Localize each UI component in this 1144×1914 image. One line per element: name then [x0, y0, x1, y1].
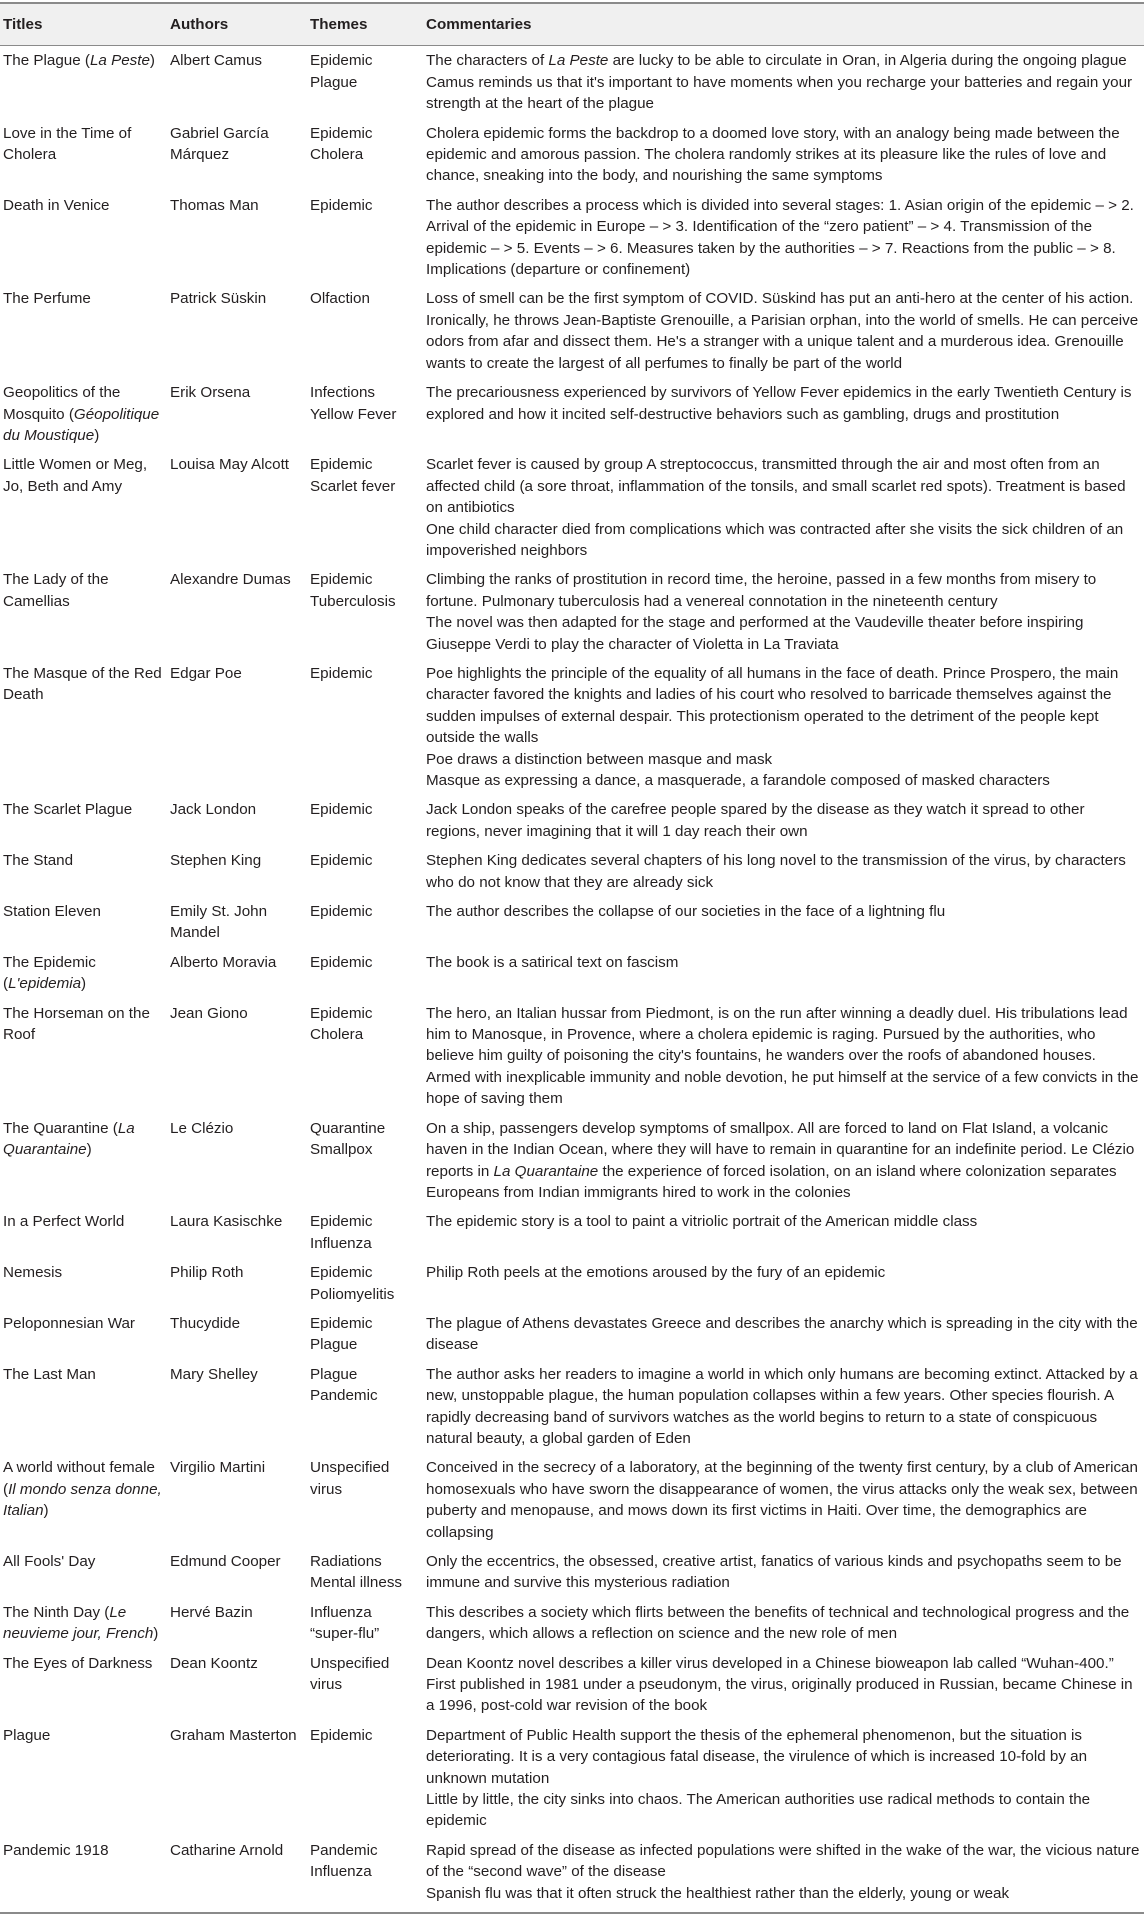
theme-item: Epidemic — [310, 903, 373, 921]
theme-item: Epidemic — [310, 1726, 373, 1744]
theme-item: Epidemic — [310, 456, 373, 474]
text-run: The Quarantine ( — [3, 1119, 118, 1137]
cell-themes — [307, 46, 423, 119]
theme-item: Smallpox — [310, 1141, 373, 1159]
cell-commentary — [423, 378, 1144, 450]
theme-item: Epidemic — [310, 664, 373, 682]
cell-commentary — [423, 1453, 1144, 1547]
text-run: The Horseman on the Roof — [3, 1004, 150, 1044]
cell-themes — [307, 948, 423, 999]
cell-author: Louisa May Alcott — [170, 456, 290, 474]
theme-item: virus — [310, 1480, 343, 1498]
italic-text: L'epidemia — [8, 975, 82, 993]
theme-item: Radiations — [310, 1553, 382, 1570]
literature-table — [0, 2, 1144, 1914]
cell-author: Graham Masterton — [170, 1726, 297, 1744]
cell-author: Erik Orsena — [170, 384, 251, 402]
theme-item: Infections — [310, 384, 376, 402]
cell-title — [0, 948, 167, 999]
theme-item: Influenza — [310, 1234, 372, 1252]
cell-themes — [307, 1114, 423, 1208]
cell-title — [0, 659, 167, 795]
cell-author: Laura Kasischke — [170, 1213, 283, 1231]
text-run: Only the eccentrics, the obsessed, creative artist, fanatics of various kinds and psychopaths seem to be immune and survive this mysterious radiation — [426, 1553, 1122, 1592]
table-row — [0, 948, 1144, 999]
cell-themes — [307, 565, 423, 659]
text-run: The Masque of the Red Death — [3, 664, 162, 704]
text-run: The characters of — [426, 52, 549, 70]
header-titles: Titles — [0, 3, 167, 46]
cell-themes — [307, 846, 423, 897]
commentary-paragraph — [426, 1211, 1140, 1232]
commentary-paragraph — [426, 123, 1140, 187]
text-run: Nemesis — [3, 1264, 63, 1282]
theme-item: Olfaction — [310, 290, 370, 308]
italic-text: Géopolitique du Moustique — [3, 405, 160, 444]
cell-title — [0, 565, 167, 659]
table-row — [0, 1207, 1144, 1258]
header-row — [0, 3, 1144, 46]
theme-item: Cholera — [310, 146, 364, 164]
text-run: Jack London speaks of the carefree people spared by the disease as they watch it spread to other regions, never imagining that it will 1 day reach their own — [426, 801, 1085, 840]
cell-themes — [307, 1258, 423, 1309]
theme-item: Epidemic — [310, 801, 373, 819]
table-body — [0, 46, 1144, 1913]
italic-text: La Quarantaine — [493, 1162, 599, 1180]
cell-title — [0, 999, 167, 1114]
table-header — [0, 3, 1144, 46]
italic-text: La Quarantaine — [3, 1119, 135, 1159]
commentary-paragraph — [426, 952, 1140, 973]
commentary-paragraph — [426, 1262, 1140, 1283]
commentary-paragraph — [426, 1364, 1140, 1450]
commentary-paragraph — [426, 799, 1140, 842]
commentary-paragraph — [426, 382, 1140, 425]
cell-author: Hervé Bazin — [170, 1603, 253, 1621]
cell-title — [0, 1309, 167, 1360]
text-run: The author describes the collapse of our societies in the face of a lightning flu — [426, 903, 946, 921]
theme-item: Pandemic — [310, 1841, 378, 1859]
table-row — [0, 191, 1144, 285]
cell-commentary — [423, 450, 1144, 565]
table-row — [0, 1721, 1144, 1836]
commentary-paragraph — [426, 749, 1140, 770]
theme-item: Cholera — [310, 1026, 364, 1044]
cell-commentary — [423, 284, 1144, 378]
theme-item: “super-flu” — [310, 1625, 380, 1643]
table-row — [0, 795, 1144, 846]
commentary-paragraph — [426, 454, 1140, 518]
cell-author: Thucydide — [170, 1314, 241, 1332]
cell-commentary — [423, 897, 1144, 948]
text-run: Dean Koontz novel describes a killer virus developed in a Chinese bioweapon lab called “Wuhan-400.” First published in 1981 under a pseudonym, the virus, originally produced in Russian, became Chinese in a 1996, post-cold war revision of the book — [426, 1654, 1133, 1715]
table-row — [0, 1360, 1144, 1454]
cell-themes — [307, 1309, 423, 1360]
theme-item: Mental illness — [310, 1574, 403, 1592]
commentary-paragraph — [426, 850, 1140, 893]
commentary-paragraph — [426, 1883, 1140, 1904]
text-run: The plague of Athens devastates Greece and describes the anarchy which is spreading in the city with the disease — [426, 1314, 1138, 1354]
cell-themes — [307, 1453, 423, 1547]
table-row — [0, 999, 1144, 1114]
text-run: The Eyes of Darkness — [3, 1654, 153, 1672]
text-run: ) — [43, 1502, 49, 1520]
commentary-paragraph — [426, 1313, 1140, 1356]
text-run: Cholera epidemic forms the backdrop to a doomed love story, with an analogy being made between the epidemic and amorous passion. The cholera randomly strikes at its pleasure like the rules of love and chance, sneaking into the body, and nourishing the same symptoms — [426, 124, 1120, 185]
cell-title — [0, 1721, 167, 1836]
commentary-paragraph — [426, 663, 1140, 749]
cell-commentary — [423, 1649, 1144, 1721]
table-row — [0, 846, 1144, 897]
cell-title — [0, 1258, 167, 1309]
cell-title — [0, 1114, 167, 1208]
cell-themes — [307, 450, 423, 565]
theme-item: Influenza — [310, 1863, 372, 1881]
cell-commentary — [423, 1836, 1144, 1913]
header-commentaries: Commentaries — [423, 3, 1144, 46]
commentary-paragraph — [426, 1725, 1140, 1789]
text-run: The Scarlet Plague — [3, 801, 133, 819]
cell-themes — [307, 191, 423, 285]
cell-title — [0, 46, 167, 119]
theme-item: Epidemic — [310, 953, 373, 971]
text-run: The epidemic story is a tool to paint a vitriolic portrait of the American middle class — [426, 1213, 978, 1231]
cell-title — [0, 1598, 167, 1649]
text-run: The Ninth Day ( — [3, 1603, 110, 1621]
theme-item: Epidemic — [310, 52, 373, 70]
header-themes: Themes — [307, 3, 423, 46]
text-run: The novel was then adapted for the stage and performed at the Vaudeville theater before inspiring Giuseppe Verdi to play the character of Violetta in La Traviata — [426, 614, 1084, 653]
cell-author: Dean Koontz — [170, 1654, 258, 1672]
cell-title — [0, 1836, 167, 1913]
table-row — [0, 1309, 1144, 1360]
theme-item: Epidemic — [310, 1314, 373, 1332]
text-run: Stephen King dedicates several chapters of his long novel to the transmission of the virus, by characters who do not know that they are already sick — [426, 852, 1126, 891]
theme-item: Plague — [310, 1365, 358, 1383]
table-row — [0, 450, 1144, 565]
text-run: Death in Venice — [3, 196, 110, 214]
commentary-paragraph — [426, 1653, 1140, 1717]
text-run: are lucky to be able to circulate in Oran, in Algeria during the ongoing plague Camus reminds us that it's important to have moments when you recharge your batteries and regain your strength at the heart of the plague — [426, 52, 1133, 113]
cell-title — [0, 1453, 167, 1547]
cell-commentary — [423, 795, 1144, 846]
commentary-paragraph — [426, 288, 1140, 374]
cell-commentary — [423, 659, 1144, 795]
cell-commentary — [423, 1309, 1144, 1360]
text-run: ) — [153, 1625, 159, 1643]
commentary-paragraph — [426, 901, 1140, 922]
text-run: Masque as expressing a dance, a masquerade, a farandole composed of masked characters — [426, 772, 1050, 789]
cell-title — [0, 1547, 167, 1598]
text-run: The Epidemic ( — [3, 953, 96, 993]
text-run: In a Perfect World — [3, 1213, 125, 1231]
text-run: The Perfume — [3, 290, 91, 308]
cell-author: Stephen King — [170, 852, 262, 870]
text-run: ) — [81, 975, 87, 993]
cell-title — [0, 897, 167, 948]
text-run: The Lady of the Camellias — [3, 571, 109, 610]
cell-commentary — [423, 1114, 1144, 1208]
cell-author: Virgilio Martini — [170, 1459, 266, 1477]
text-run: The hero, an Italian hussar from Piedmont, is on the run after winning a deadly duel. His tribulations lead him to Manosque, in Provence, where a cholera epidemic is raging. Pursued by the authorities, who believe him guilty of poisoning the city's fountains, he wanders over the roofs of abandoned houses. Armed with inexplicable immunity and noble devotion, he put himself at the service of a few convicts in the hope of saving them — [426, 1004, 1139, 1108]
cell-commentary — [423, 191, 1144, 285]
text-run: One child character died from complications which was contracted after she visits the sick children of an impoverished neighbors — [426, 520, 1124, 559]
cell-commentary — [423, 1547, 1144, 1598]
text-run: Plague — [3, 1726, 51, 1744]
theme-item: Unspecified — [310, 1459, 390, 1477]
cell-themes — [307, 1207, 423, 1258]
italic-text: La Peste — [548, 52, 609, 70]
table-row — [0, 284, 1144, 378]
cell-title — [0, 119, 167, 191]
table-row — [0, 1598, 1144, 1649]
theme-item: virus — [310, 1676, 343, 1694]
cell-title — [0, 191, 167, 285]
table-row — [0, 897, 1144, 948]
cell-title — [0, 1360, 167, 1454]
text-run: The precariousness experienced by survivors of Yellow Fever epidemics in the early Twentieth Century is explored and how it incited self-destructive behaviors such as gambling, drugs and prostitution — [426, 384, 1132, 423]
cell-themes — [307, 1360, 423, 1454]
cell-author: Jack London — [170, 801, 257, 819]
commentary-paragraph — [426, 195, 1140, 281]
cell-themes — [307, 999, 423, 1114]
theme-item: Pandemic — [310, 1387, 378, 1405]
theme-item: Epidemic — [310, 196, 373, 214]
cell-author: Philip Roth — [170, 1264, 244, 1282]
commentary-paragraph — [426, 1602, 1140, 1645]
cell-title — [0, 378, 167, 450]
cell-themes — [307, 1836, 423, 1913]
cell-themes — [307, 1721, 423, 1836]
text-run: Little Women or Meg, Jo, Beth and Amy — [3, 456, 148, 495]
cell-commentary — [423, 565, 1144, 659]
table-row — [0, 659, 1144, 795]
cell-commentary — [423, 846, 1144, 897]
italic-text: Il mondo senza donne, Italian — [3, 1480, 162, 1520]
table-row — [0, 1649, 1144, 1721]
cell-title — [0, 846, 167, 897]
text-run: Peloponnesian War — [3, 1314, 135, 1332]
cell-title — [0, 450, 167, 565]
cell-author: Patrick Süskin — [170, 290, 267, 308]
cell-author: Emily St. John Mandel — [170, 903, 268, 942]
cell-themes — [307, 795, 423, 846]
theme-item: Plague — [310, 1336, 358, 1354]
table-row — [0, 46, 1144, 119]
commentary-paragraph — [426, 1118, 1140, 1204]
italic-text: Le neuvieme jour, French — [3, 1603, 154, 1643]
theme-item: Epidemic — [310, 1264, 373, 1282]
cell-themes — [307, 1649, 423, 1721]
cell-author: Alberto Moravia — [170, 953, 277, 971]
commentary-paragraph — [426, 612, 1140, 655]
text-run: ) — [94, 426, 100, 444]
table-row — [0, 378, 1144, 450]
commentary-paragraph — [426, 1003, 1140, 1110]
cell-title — [0, 795, 167, 846]
cell-commentary — [423, 119, 1144, 191]
theme-item: Epidemic — [310, 1213, 373, 1231]
text-run: All Fools' Day — [3, 1553, 96, 1570]
italic-text: La Peste — [89, 52, 150, 70]
theme-item: Plague — [310, 73, 358, 91]
cell-commentary — [423, 948, 1144, 999]
text-run: The Stand — [3, 852, 74, 870]
commentary-paragraph — [426, 1840, 1140, 1883]
theme-item: Tuberculosis — [310, 592, 396, 610]
cell-title — [0, 1207, 167, 1258]
theme-item: Epidemic — [310, 571, 373, 589]
text-run: Pandemic 1918 — [3, 1841, 109, 1859]
text-run: Little by little, the city sinks into chaos. The American authorities use radical methods to contain the epidemic — [426, 1791, 1091, 1830]
cell-commentary — [423, 46, 1144, 119]
text-run: The Last Man — [3, 1365, 96, 1383]
theme-item: Scarlet fever — [310, 477, 396, 495]
text-run: the experience of forced isolation, on an island where colonization separates Europeans from Indian immigrants hired to work in the colonies — [426, 1162, 1117, 1201]
table-row — [0, 1114, 1144, 1208]
commentary-paragraph — [426, 569, 1140, 612]
cell-title — [0, 1649, 167, 1721]
cell-author: Edmund Cooper — [170, 1553, 281, 1570]
text-run: The Plague ( — [3, 52, 90, 70]
header-authors: Authors — [167, 3, 307, 46]
cell-author: Alexandre Dumas — [170, 571, 291, 589]
text-run: Poe draws a distinction between masque and mask — [426, 750, 773, 768]
text-run: Spanish flu was that it often struck the healthiest rather than the elderly, young or weak — [426, 1884, 1010, 1902]
cell-commentary — [423, 1360, 1144, 1454]
theme-item: Influenza — [310, 1603, 372, 1621]
cell-commentary — [423, 1207, 1144, 1258]
theme-item: Yellow Fever — [310, 405, 397, 423]
theme-item: Epidemic — [310, 124, 373, 142]
cell-author: Edgar Poe — [170, 664, 242, 682]
text-run: A world without female ( — [3, 1459, 155, 1498]
cell-themes — [307, 119, 423, 191]
cell-author: Gabriel García Márquez — [170, 124, 269, 164]
commentary-paragraph — [426, 1457, 1140, 1543]
cell-author: Jean Giono — [170, 1004, 248, 1022]
table-row — [0, 119, 1144, 191]
theme-item: Poliomyelitis — [310, 1285, 395, 1303]
commentary-paragraph — [426, 770, 1140, 791]
cell-author: Albert Camus — [170, 52, 263, 70]
cell-themes — [307, 659, 423, 795]
table-row — [0, 1547, 1144, 1598]
cell-themes — [307, 1598, 423, 1649]
table-row — [0, 1836, 1144, 1913]
cell-themes — [307, 284, 423, 378]
text-run: Climbing the ranks of prostitution in record time, the heroine, passed in a few months from misery to fortune. Pulmonary tuberculosis had a venereal connotation in the nineteenth century — [426, 571, 1097, 610]
text-run: Philip Roth peels at the emotions aroused by the fury of an epidemic — [426, 1264, 886, 1282]
text-run: Loss of smell can be the first symptom of COVID. Süskind has put an anti-hero at the center of his action. Ironically, he throws Jean-Baptiste Grenouille, a Parisian orphan, into the world of smells. He can perceive odors from afar and dissect them. He's a stranger with a unique talent and a murderous idea. Grenouille wants to create the largest of all perfumes to finally be part of the world — [426, 290, 1139, 372]
cell-author: Catharine Arnold — [167, 1836, 307, 1913]
text-run: Department of Public Health support the thesis of the ephemeral phenomenon, but the situation is deteriorating. It is a very contagious fatal disease, the virulence of which is increased 10-fold by an unknown mutation — [426, 1726, 1088, 1787]
text-run: On a ship, passengers develop symptoms of smallpox. All are forced to land on Flat Island, a volcanic haven in the Indian Ocean, where they will have to remain in quarantine for an indefinite period. Le Clézio reports in — [426, 1119, 1135, 1180]
text-run: The book is a satirical text on fascism — [426, 953, 679, 971]
cell-themes — [307, 897, 423, 948]
text-run: This describes a society which flirts between the benefits of technical and technological progress and the dangers, which allows a reflection on science and the new role of men — [426, 1603, 1130, 1643]
cell-themes — [307, 1547, 423, 1598]
text-run: Scarlet fever is caused by group A streptococcus, transmitted through the air and most often from an affected child (a sore throat, inflammation of the tonsils, and small scarlet red spots). Treatment is based on antibiotics — [426, 456, 1126, 517]
text-run: Poe highlights the principle of the equality of all humans in the face of death. Prince Prospero, the main character favored the knights and ladies of his court who resolved to barricade themselves against the sudden impulses of external despair. This protectionism operated to the detriment of the people kept outside the walls — [426, 664, 1119, 747]
text-run: ) — [86, 1141, 92, 1159]
cell-commentary — [423, 1721, 1144, 1836]
text-run: Conceived in the secrecy of a laboratory, at the beginning of the twenty first century, by a club of American homosexuals who have sworn the disappearance of women, the virus attacks only the weak sex, between puberty and menopause, and mows down its first victims in Haiti. Over time, the demographics are collapsing — [426, 1459, 1138, 1541]
cell-author: Thomas Man — [170, 196, 259, 214]
table-row — [0, 1453, 1144, 1547]
theme-item: Unspecified — [310, 1654, 390, 1672]
theme-item: Quarantine — [310, 1119, 386, 1137]
table-row — [0, 565, 1144, 659]
text-run: Love in the Time of Cholera — [3, 124, 132, 164]
cell-title — [0, 284, 167, 378]
cell-themes — [307, 378, 423, 450]
commentary-paragraph — [426, 1551, 1140, 1594]
text-run: Station Eleven — [3, 903, 101, 921]
table-row — [0, 1258, 1144, 1309]
cell-commentary — [423, 1258, 1144, 1309]
cell-commentary — [423, 999, 1144, 1114]
cell-author: Le Clézio — [170, 1119, 234, 1137]
cell-commentary — [423, 1598, 1144, 1649]
text-run: The author describes a process which is divided into several stages: 1. Asian origin of the epidemic – > 2. Arrival of the epidemic in Europe – > 3. Identification of the “zero patient” – > 4. Transmission of the epidemic – > 5. Events – > 6. Measures taken by the authorities – > 7. Reactions from the public – > 8. Implications (departure or confinement) — [426, 196, 1134, 279]
cell-author: Mary Shelley — [170, 1365, 258, 1383]
text-run: The author asks her readers to imagine a world in which only humans are becoming extinct. Attacked by a new, unstoppable plague, the human population collapses within a few years. Other species flourish. A rapidly decreasing band of survivors watches as the world begins to return to a state of conspicuous natural beauty, a global garden of Eden — [426, 1365, 1138, 1447]
text-run: Rapid spread of the disease as infected populations were shifted in the wake of the war, the vicious nature of the “second wave” of the disease — [426, 1841, 1140, 1881]
commentary-paragraph — [426, 50, 1140, 114]
commentary-paragraph — [426, 1789, 1140, 1832]
text-run: Geopolitics of the Mosquito ( — [3, 384, 121, 423]
commentary-paragraph — [426, 519, 1140, 562]
text-run: ) — [149, 52, 155, 70]
theme-item: Epidemic — [310, 852, 373, 870]
theme-item: Epidemic — [310, 1004, 373, 1022]
